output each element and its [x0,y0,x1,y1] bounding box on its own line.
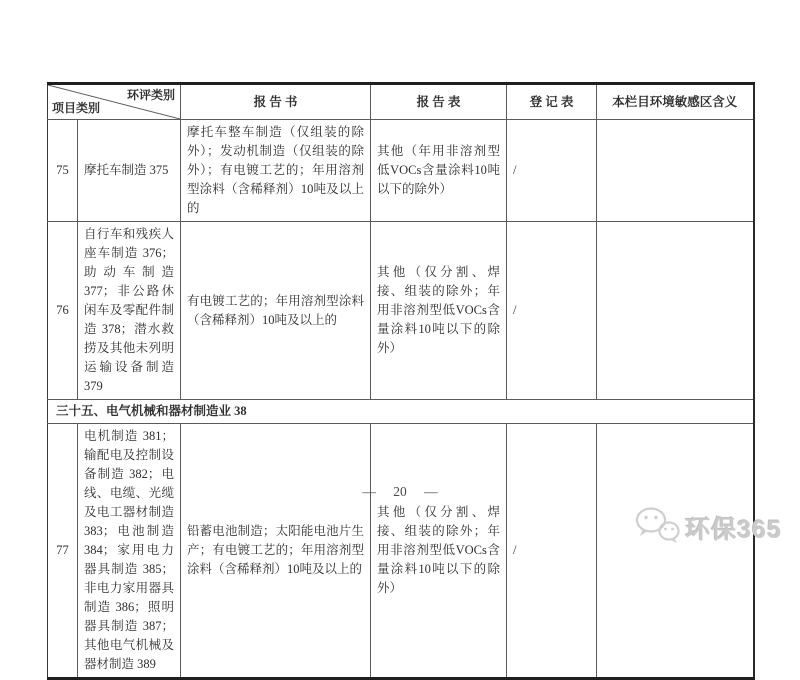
registration-form-cell: / [507,222,597,400]
project-category-cell: 自行车和残疾人座车制造 376；助动车制造 377；非公路休闲车及零配件制造 378；潜水救捞及其他未列明运输设备制造 379 [78,222,181,400]
header-eia-category: 环评类别 [126,88,175,102]
row-number: 77 [48,424,78,679]
diagonal-header-cell [48,84,181,120]
header-report-book: 报 告 书 [181,84,371,120]
table-row [48,120,754,222]
registration-form-cell: / [507,424,597,679]
report-form-cell: 其他（年用非溶剂型低VOCs含量涂料10吨以下的除外） [371,120,507,222]
watermark-brand-text: 环保365 [685,515,782,544]
watermark [634,506,782,549]
report-book-cell: 铅蓄电池制造；太阳能电池片生产；有电镀工艺的；年用溶剂型涂料（含稀释剂）10吨及以上的 [181,424,371,679]
row-number: 75 [48,120,78,222]
header-registration-form: 登 记 表 [507,84,597,120]
header-project-category: 项目类别 [52,101,101,115]
table-header-row [48,84,754,120]
sensitive-area-cell [597,222,754,400]
report-book-cell: 有电镀工艺的；年用溶剂型涂料（含稀释剂）10吨及以上的 [181,222,371,400]
section-header: 三十五、电气机械和器材制造业 38 [48,400,754,424]
registration-form-cell: / [507,120,597,222]
section-header-row [48,400,754,424]
eia-category-table [47,82,755,680]
report-form-cell: 其他（仅分割、焊接、组装的除外；年用非溶剂型低VOCs含量涂料10吨以下的除外） [371,222,507,400]
sensitive-area-cell [597,120,754,222]
report-form-cell: 其他（仅分割、焊接、组装的除外；年用非溶剂型低VOCs含量涂料10吨以下的除外） [371,424,507,679]
header-sensitive-area: 本栏目环境敏感区含义 [597,84,754,120]
project-category-cell: 电机制造 381；输配电及控制设备制造 382；电线、电缆、光缆及电工器材制造 383；电池制造 384；家用电力器具制造 385；非电力家用器具制造 386；照明器具制造 387；其他电气机械及器材制造 389 [78,424,181,679]
table-row [48,424,754,679]
project-category-cell: 摩托车制造 375 [78,120,181,222]
row-number: 76 [48,222,78,400]
header-report-form: 报 告 表 [371,84,507,120]
page-number: — 20 — [362,484,438,499]
report-book-cell: 摩托车整车制造（仅组装的除外）；发动机制造（仅组装的除外）；有电镀工艺的；年用溶剂型涂料（含稀释剂）10吨及以上的 [181,120,371,222]
wechat-icon [634,506,680,549]
table-row [48,222,754,400]
sensitive-area-cell [597,424,754,679]
